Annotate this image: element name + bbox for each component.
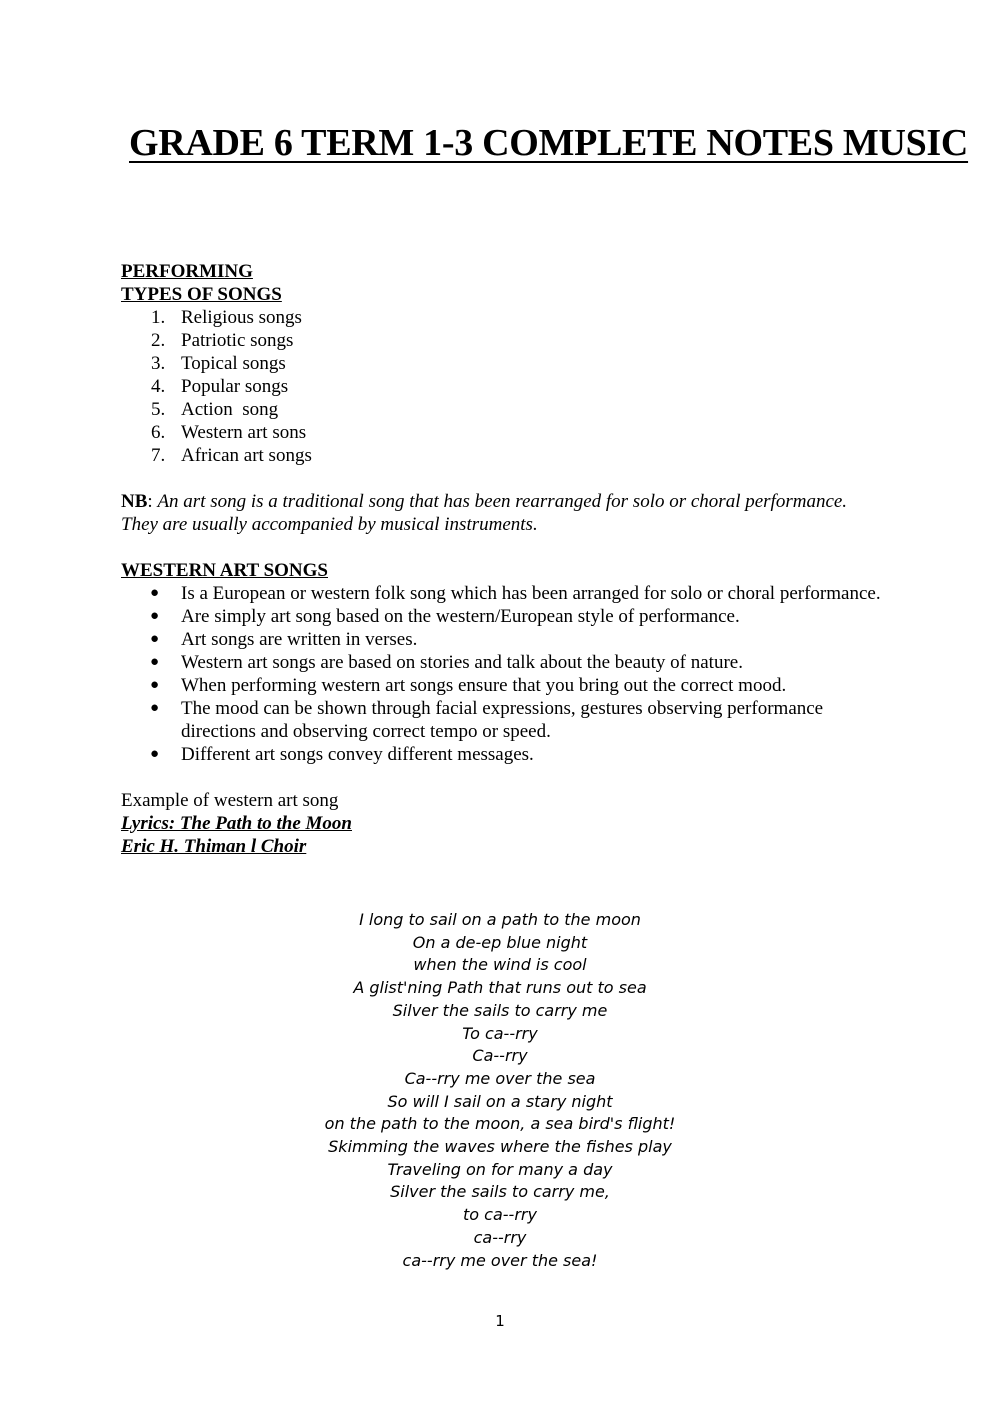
- lyric-line: I long to sail on a path to the moon: [359, 910, 641, 929]
- list-item-text: Western art songs are based on stories and talk about the beauty of nature.: [181, 652, 743, 673]
- lyric-line: on the path to the moon, a sea bird's flight!: [324, 1114, 676, 1134]
- list-item-label: African art songs: [181, 445, 312, 466]
- lyric-line: ca--rry: [473, 1227, 527, 1247]
- example-intro: Example of western art song: [121, 790, 339, 811]
- list-number: 4.: [151, 376, 166, 397]
- lyric-line: A glist'ning Path that runs out to sea: [353, 978, 647, 998]
- lyric-line: ca--rry me over the sea!: [402, 1250, 598, 1270]
- spacer: [121, 766, 881, 789]
- list-number: 3.: [151, 353, 166, 374]
- list-item-text: The mood can be shown through facial expressions, gestures observing performance directions and observing correct tempo or speed.: [181, 698, 824, 742]
- list-item: [121, 421, 881, 444]
- lyric-line: when the wind is cool: [413, 955, 587, 975]
- bullet-icon: ●: [150, 608, 160, 624]
- list-item-label: Popular songs: [181, 376, 289, 397]
- list-item-text: Different art songs convey different messages.: [181, 744, 534, 765]
- song-types-list: [121, 306, 881, 467]
- page-title: GRADE 6 TERM 1-3 COMPLETE NOTES MUSIC: [129, 122, 969, 164]
- nb-separator: :: [147, 491, 158, 512]
- nb-text: An art song is a traditional song that has been rearranged for solo or choral performance.: [157, 491, 848, 512]
- list-item: [121, 697, 881, 743]
- list-item-label: Action song: [181, 399, 279, 420]
- list-item: [121, 398, 881, 421]
- list-number: 7.: [151, 445, 166, 466]
- list-item: [121, 352, 881, 375]
- lyrics-title: Lyrics: The Path to the Moon: [121, 813, 352, 834]
- main-content: [121, 260, 881, 858]
- list-item-text: Are simply art song based on the western/European style of performance.: [181, 606, 740, 627]
- bullet-icon: ●: [150, 700, 160, 716]
- list-item-label: Topical songs: [181, 353, 286, 374]
- section-heading-types-of-songs: TYPES OF SONGS: [121, 284, 282, 305]
- bullet-icon: ●: [150, 677, 160, 693]
- bullet-icon: ●: [150, 585, 160, 601]
- list-item-label: Western art sons: [181, 422, 307, 443]
- list-item-label: Religious songs: [181, 307, 302, 328]
- list-item-text: Is a European or western folk song which has been arranged for solo or choral performance.: [181, 583, 881, 604]
- lyric-line: Ca--rry me over the sea: [404, 1068, 596, 1088]
- lyric-line: On a de-ep blue night: [412, 932, 588, 952]
- lyric-line: Silver the sails to carry me,: [390, 1182, 610, 1202]
- lyrics-credit: Eric H. Thiman l Choir: [121, 836, 307, 857]
- lyric-line: Traveling on for many a day: [387, 1159, 613, 1179]
- list-item: [121, 306, 881, 329]
- list-item: [121, 651, 881, 674]
- lyric-line: to ca--rry: [463, 1205, 537, 1225]
- nb-note-continued: They are usually accompanied by musical instruments.: [121, 514, 538, 535]
- list-number: 5.: [151, 399, 166, 420]
- list-item-text: When performing western art songs ensure that you bring out the correct mood.: [181, 675, 787, 696]
- list-number: 2.: [151, 330, 166, 351]
- list-item: [121, 605, 881, 628]
- lyric-line: To ca--rry: [462, 1023, 538, 1043]
- bullet-icon: ●: [150, 746, 160, 762]
- list-item: [121, 444, 881, 467]
- lyric-line: So will I sail on a stary night: [387, 1091, 613, 1111]
- section-heading-performing: PERFORMING: [121, 261, 253, 282]
- list-item-label: Patriotic songs: [181, 330, 294, 351]
- list-number: 6.: [151, 422, 166, 443]
- lyric-line: Skimming the waves where the fishes play: [328, 1137, 672, 1157]
- spacer: [121, 536, 881, 559]
- list-item: [121, 628, 881, 651]
- list-item: [121, 743, 881, 766]
- list-item: [121, 582, 881, 605]
- list-item: [121, 375, 881, 398]
- lyric-line: Silver the sails to carry me: [392, 1000, 608, 1020]
- list-number: 1.: [151, 307, 166, 328]
- spacer: [121, 467, 881, 490]
- western-art-songs-list: [121, 582, 881, 766]
- nb-note: [121, 490, 881, 513]
- lyric-line: Ca--rry: [472, 1046, 528, 1066]
- list-item: [121, 674, 881, 697]
- page-number: 1: [495, 1312, 505, 1330]
- bullet-icon: ●: [150, 654, 160, 670]
- bullet-icon: ●: [150, 631, 160, 647]
- nb-label: NB: [121, 491, 148, 512]
- list-item: [121, 329, 881, 352]
- lyrics-block: [200, 909, 800, 1272]
- section-heading-western-art-songs: WESTERN ART SONGS: [121, 560, 328, 581]
- list-item-text: Art songs are written in verses.: [181, 629, 418, 650]
